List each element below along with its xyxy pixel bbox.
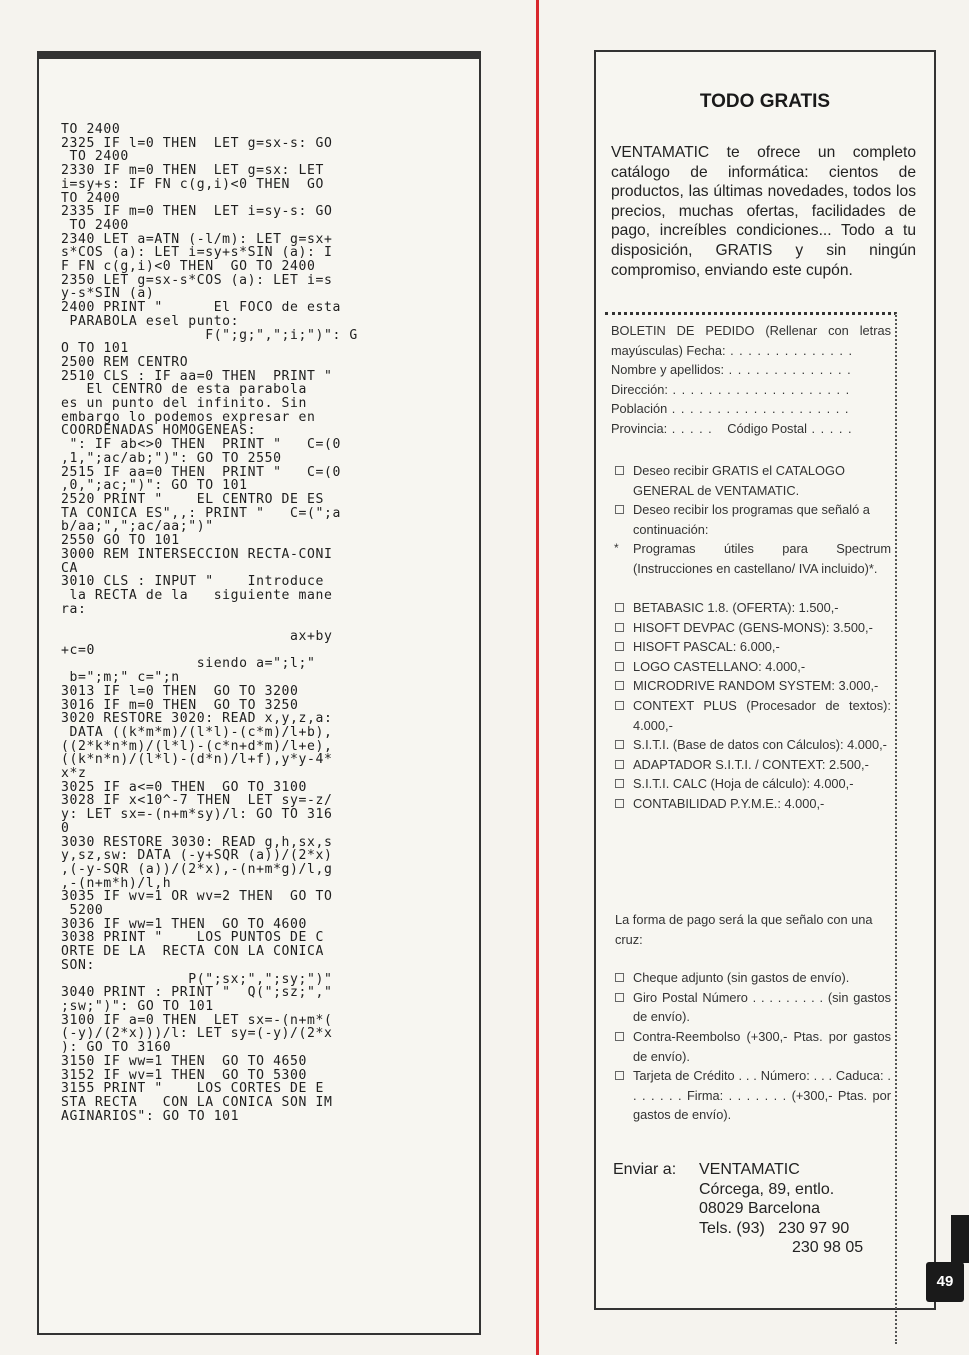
field-name[interactable]: Nombre y apellidos: . . . . . . . . . . . . . . [611,362,852,378]
payment-section [611,910,891,1125]
product-item[interactable]: S.I.T.I. (Base de datos con Cálculos): 4.000,- [611,735,891,755]
red-divider-line [536,0,539,1355]
field-town[interactable]: Población . . . . . . . . . . . . . . . . . . . . [611,401,850,417]
coupon-intro: VENTAMATIC te ofrece un completo catálogo de informática: cientos de productos, las últimas novedades, todos los precios, muchas ofertas, facilidades de pago, increíbles condiciones... Todo a tu disposición, GRATIS y sin ningún compromiso, enviando este cupón. [611,144,916,279]
send-label: Enviar a: [613,1161,677,1178]
payment-option[interactable]: Cheque adjunto (sin gastos de envío). [611,968,891,988]
request-options [611,461,891,579]
field-province[interactable]: Provincia: . . . . . Código Postal . . . . . [611,420,853,436]
checkbox[interactable] [615,973,624,982]
checkbox[interactable] [615,623,624,632]
basic-listing-box [37,51,481,1335]
basic-code-listing: TO 2400 2325 IF l=0 THEN LET g=sx-s: GO TO 2400 2330 IF m=0 THEN LET g=sx: LET i=sy+s: IF FN c(g,i)<0 THEN GO TO 2400 2335 IF m=0 THEN LET i=sy-s: GO TO 2400 2340 LET a=ATN (-l/m): LET g=sx+ s*COS (a): LET i=sy+s*SIN (a): I F FN c(g,i)<0 THEN GO TO 2400 2350 LET g=sx-s*COS (a): LET i=s y-s*SIN (a) 2400 PRINT " El FOCO de esta PARABOLA esel punto: F(";g;",";i;")": G O TO 101 2500 REM CENTRO 2510 CLS : IF aa=0 THEN PRINT " El CENTRO de esta parabola es un punto del infinito. Sin embargo lo podemos expresar en COORDENADAS HOMOGENEAS: ": IF ab<>0 THEN PRINT " C=(0 ,1,";ac/ab;")": GO TO 2550 2515 IF aa=0 THEN PRINT " C=(0 ,0,";ac;")": GO TO 101 2520 PRINT " EL CENTRO DE ES TA CONICA ES",,: PRINT " C=(";a b/aa;",";ac/aa;")" 2550 GO TO 101 3000 REM INTERSECCION RECTA-CONI CA 3010 CLS : INPUT " Introduce la RECTA de la siguiente mane ra: ax+by +c=0 siendo a=";l;" b=";m;" c=";n 3013 IF l=0 THEN GO TO 3200 3016 IF m=0 THEN GO TO 3250 3020 RESTORE 3020: READ x,y,z,a: DATA ((k*m*m)/(l*l)-(c*m)/l+b), ((2*k*n*m)/(l*l)-(c*n+d*m)/l+e), ((k*n*n)/(l*l)-(d*n)/l+f),y*y-4* x*z 3025 IF a<=0 THEN GO TO 3100 3028 IF x<10^-7 THEN LET sy=-z/ y: LET sx=-(n+m*sy)/l: GO TO 316 0 3030 RESTORE 3030: READ g,h,sx,s y,sz,sw: DATA (-y+SQR (a))/(2*x) ,(-y-SQR (a))/(2*x),-(n+m*g)/l,g ,-(n+m*h)/l,h 3035 IF wv=1 OR wv=2 THEN GO TO 5200 3036 IF ww=1 THEN GO TO 4600 3038 PRINT " LOS PUNTOS DE C ORTE DE LA RECTA CON LA CONICA SON: P(";sx;",";sy;")" 3040 PRINT : PRINT " Q(";sz;"," ;sw;")": GO TO 101 3100 IF a=0 THEN LET sx=-(n+m*( (-y)/(2*x)))/l: LET sy=(-y)/(2*x ): GO TO 3160 3150 IF ww=1 THEN GO TO 4650 3152 IF wv=1 THEN GO TO 5300 3155 PRINT " LOS CORTES DE E STA RECTA CON LA CONICA SON IM AGINARIOS": GO TO 101 [61,122,358,1124]
product-item[interactable]: CONTEXT PLUS (Procesador de textos): 4.000,- [611,696,891,735]
checkbox[interactable] [615,681,624,690]
address-line: Tels. (93) 230 97 90 [699,1219,850,1237]
payment-option[interactable]: Tarjeta de Crédito . . . Número: . . . Caduca: . . . . . . . Firma: . . . . . . . (+300,- Ptas. por gastos de envío). [611,1066,891,1125]
form-header: BOLETIN DE PEDIDO (Rellenar con letras mayúsculas) Fecha: . . . . . . . . . . . . . . [611,323,891,358]
checkbox[interactable] [615,760,624,769]
checkbox[interactable] [615,779,624,788]
product-item[interactable]: CONTABILIDAD P.Y.M.E.: 4.000,- [611,794,891,814]
payment-option[interactable]: Giro Postal Número . . . . . . . . . (sin gastos de envío). [611,988,891,1027]
product-item[interactable]: HISOFT DEVPAC (GENS-MONS): 3.500,- [611,618,891,638]
checkbox[interactable] [615,662,624,671]
checkbox[interactable] [615,1071,624,1080]
product-item[interactable]: S.I.T.I. CALC (Hoja de cálculo): 4.000,- [611,774,891,794]
product-item[interactable]: HISOFT PASCAL: 6.000,- [611,637,891,657]
asterisk-icon: * [614,541,619,556]
checkbox[interactable] [615,993,624,1002]
product-item[interactable]: LOGO CASTELLANO: 4.000,- [611,657,891,677]
listing-top-bar [39,53,479,59]
payment-intro: La forma de pago será la que señalo con una cruz: [615,912,873,947]
checkbox[interactable] [615,466,624,475]
checkbox[interactable] [615,740,624,749]
checkbox[interactable] [615,505,624,514]
request-programs[interactable]: Deseo recibir los programas que señaló a continuación: [611,500,891,539]
star-note: * Programas útiles para Spectrum (Instrucciones en castellano/ IVA incluido)*. [614,541,891,576]
address-line: 230 98 05 [792,1239,864,1257]
coupon-box [594,50,936,1310]
form-fields [611,321,891,439]
product-list [611,598,891,814]
payment-option[interactable]: Contra-Reembolso (+300,- Ptas. por gastos de envío). [611,1027,891,1066]
product-item[interactable]: ADAPTADOR S.I.T.I. / CONTEXT: 2.500,- [611,755,891,775]
address-line: Córcega, 89, entlo. [699,1180,835,1198]
product-item[interactable]: BETABASIC 1.8. (OFERTA): 1.500,- [611,598,891,618]
send-address [699,1160,899,1258]
product-item[interactable]: MICRODRIVE RANDOM SYSTEM: 3.000,- [611,676,891,696]
address-line: 08029 Barcelona [699,1200,820,1218]
page-number: 49 [926,1262,964,1302]
coupon-title: TODO GRATIS [699,91,831,112]
request-catalog[interactable]: Deseo recibir GRATIS el CATALOGO GENERAL de VENTAMATIC. [611,461,891,500]
checkbox[interactable] [615,1032,624,1041]
field-address[interactable]: Dirección: . . . . . . . . . . . . . . . . . . . . [611,381,851,397]
checkbox[interactable] [615,603,624,612]
page-edge-tab [951,1215,969,1263]
checkbox[interactable] [615,701,624,710]
checkbox[interactable] [615,642,624,651]
checkbox[interactable] [615,799,624,808]
address-line: VENTAMATIC [699,1161,800,1178]
